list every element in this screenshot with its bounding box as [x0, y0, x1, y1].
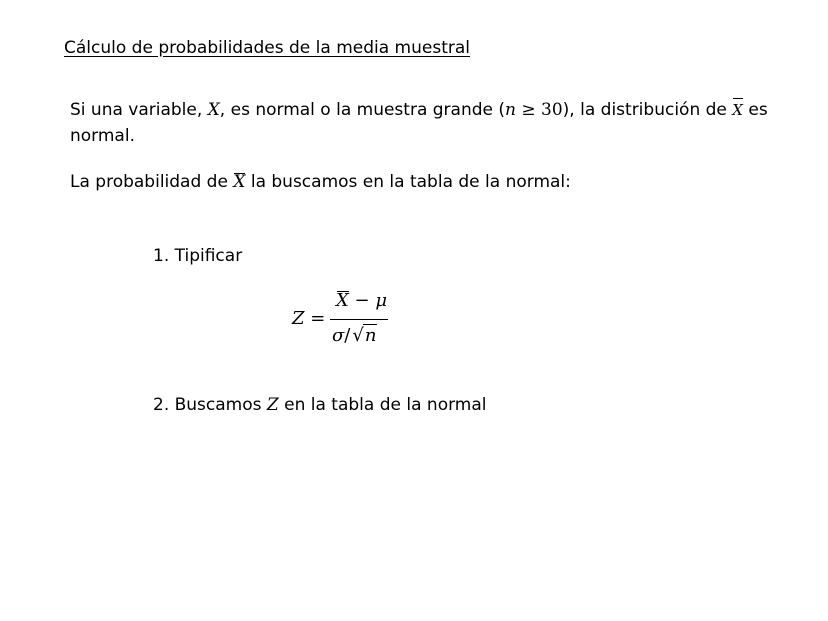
step2-text-2: en la tabla de la normal — [278, 395, 487, 415]
p2-text-1: La probabilidad de — [70, 172, 234, 192]
formula-lhs — [292, 308, 325, 329]
step2-text-1: 2. Buscamos — [153, 395, 267, 415]
formula-n: n — [364, 325, 377, 346]
formula-slash: / — [344, 325, 351, 346]
sqrt-sign: √ — [352, 325, 364, 346]
p2-text-2: la buscamos en la tabla de la normal: — [245, 172, 571, 192]
sample-mean-symbol: X — [732, 97, 743, 123]
standardization-formula — [292, 290, 402, 352]
square-root — [350, 324, 377, 346]
sample-size-n: n — [505, 100, 516, 120]
variable-z: Z — [266, 395, 279, 415]
sample-mean-symbol: X — [233, 172, 246, 192]
paragraph-probability — [70, 172, 571, 192]
step-2-label — [153, 395, 487, 415]
formula-numerator — [336, 290, 387, 311]
formula-xbar: X — [336, 290, 349, 311]
variable-x: X — [207, 100, 220, 120]
p1-text-2: , es normal o la muestra grande ( — [219, 100, 506, 120]
p1-text-3: ), la distribución de — [562, 100, 733, 120]
formula-z: Z — [292, 308, 305, 329]
formula-denominator — [332, 324, 377, 346]
sample-size-condition: ≥ 30 — [515, 100, 563, 120]
step-1-label: 1. Tipificar — [153, 246, 243, 266]
formula-minus: − — [348, 290, 376, 311]
p1-text-4: es normal. — [70, 100, 768, 146]
formula-sigma: σ — [332, 325, 345, 346]
formula-mu: μ — [375, 290, 388, 311]
formula-equals: = — [310, 308, 326, 329]
p1-text-1: Si una variable, — [70, 100, 208, 120]
paragraph-normal-condition — [70, 97, 770, 149]
fraction-bar — [330, 319, 388, 320]
slide-title: Cálculo de probabilidades de la media muestral — [64, 38, 471, 58]
